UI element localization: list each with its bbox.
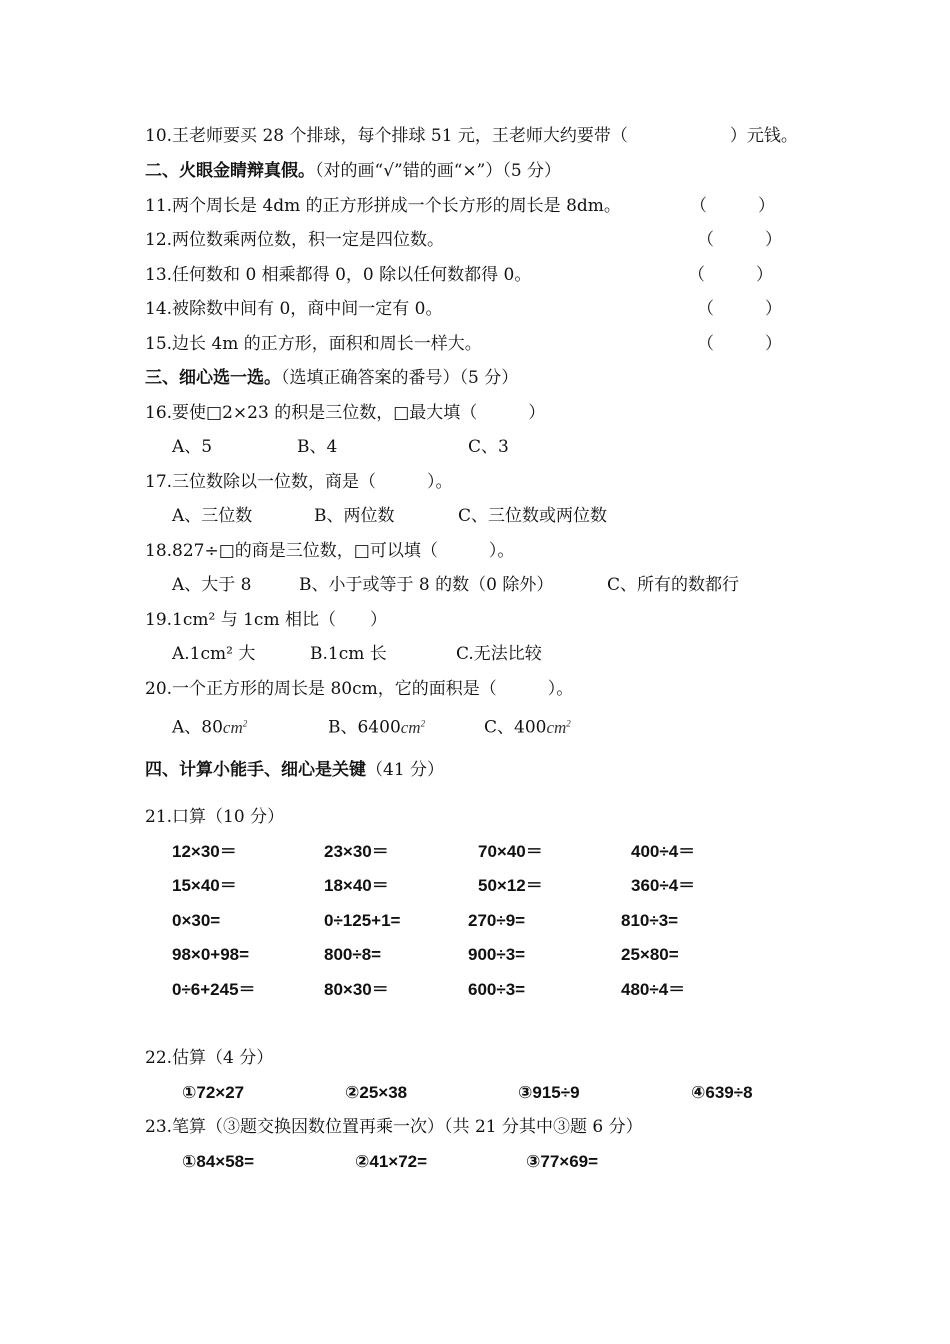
option-20-b (328, 712, 425, 739)
estimate-item: ③915÷9 (518, 1083, 580, 1102)
section-4-heading (145, 759, 444, 781)
mental-math-item: 480÷4＝ (621, 980, 686, 999)
section-4-note: （41 分） (366, 760, 445, 780)
unit-cm2: $cm^2$ (222, 717, 248, 737)
option-20-a-value: A、80 (172, 717, 223, 738)
mental-math-item: 98×0+98= (172, 945, 250, 964)
mental-math-item: 900÷3= (468, 945, 526, 964)
written-calc-item: ③77×69= (526, 1152, 599, 1171)
estimate-item: ②25×38 (345, 1083, 408, 1102)
option-20-c (484, 712, 571, 739)
section-2-heading (145, 160, 561, 182)
question-22-title: 22.估算（4 分） (145, 1048, 274, 1068)
section-3-note: （选填正确答案的番号）（5 分） (281, 368, 519, 388)
mental-math-item: 12×30＝ (172, 842, 237, 861)
section-3-heading (145, 367, 518, 389)
option-20-b-value: B、6400 (328, 717, 401, 738)
question-12: 12.两位数乘两位数，积一定是四位数。 (145, 230, 445, 250)
option-20-a (172, 712, 247, 739)
option-16-c: C、3 (468, 437, 509, 457)
written-calc-item: ①84×58= (182, 1152, 255, 1171)
question-21-title: 21.口算（10 分） (145, 807, 285, 827)
option-19-b: B.1cm 长 (310, 644, 387, 664)
mental-math-item: 0÷125+1= (324, 911, 401, 930)
mental-math-item: 50×12＝ (478, 876, 543, 895)
question-19: 19.1cm² 与 1cm 相比（ ） (145, 610, 387, 630)
option-17-b: B、两位数 (314, 506, 395, 526)
option-16-a: A、5 (172, 437, 213, 457)
option-17-a: A、三位数 (172, 506, 253, 526)
section-3-title: 三、细心选一选。 (145, 368, 281, 388)
option-19-a: A.1cm² 大 (172, 644, 256, 664)
question-15: 15.边长 4m 的正方形，面积和周长一样大。 (145, 334, 482, 354)
section-2-title: 二、火眼金睛辩真假。 (145, 161, 315, 181)
answer-blank-13: （ ） (688, 265, 773, 285)
estimate-item: ①72×27 (182, 1083, 245, 1102)
answer-blank-11: （ ） (690, 196, 775, 216)
question-16: 16.要使□2×23 的积是三位数，□最大填（ ） (145, 403, 546, 423)
question-14: 14.被除数中间有 0，商中间一定有 0。 (145, 299, 443, 319)
mental-math-item: 600÷3= (468, 980, 526, 999)
mental-math-item: 70×40＝ (478, 842, 543, 861)
option-18-c: C、所有的数都行 (607, 575, 740, 595)
mental-math-item: 810÷3= (621, 911, 679, 930)
mental-math-item: 400÷4＝ (631, 842, 696, 861)
option-18-b: B、小于或等于 8 的数（0 除外） (299, 575, 554, 595)
mental-math-item: 0×30= (172, 911, 221, 930)
option-18-a: A、大于 8 (172, 575, 252, 595)
mental-math-item: 15×40＝ (172, 876, 237, 895)
question-11: 11.两个周长是 4dm 的正方形拼成一个长方形的周长是 8dm。 (145, 196, 621, 216)
question-10: 10.王老师要买 28 个排球，每个排球 51 元，王老师大约要带（ ）元钱。 (145, 126, 798, 146)
option-20-c-value: C、400 (484, 717, 547, 738)
section-2-note: （对的画“√”错的画“×”）（5 分） (315, 161, 562, 181)
question-20: 20.一个正方形的周长是 80cm，它的面积是（ ）。 (145, 679, 574, 699)
mental-math-item: 270÷9= (468, 911, 526, 930)
question-13: 13.任何数和 0 相乘都得 0，0 除以任何数都得 0。 (145, 265, 532, 285)
mental-math-item: 23×30＝ (324, 842, 389, 861)
question-23-title: 23.笔算（③题交换因数位置再乘一次）（共 21 分其中③题 6 分） (145, 1117, 643, 1137)
answer-blank-15: （ ） (697, 334, 782, 354)
option-19-c: C.无法比较 (456, 644, 542, 664)
option-17-c: C、三位数或两位数 (458, 506, 608, 526)
mental-math-item: 25×80= (621, 945, 679, 964)
written-calc-item: ②41×72= (355, 1152, 428, 1171)
mental-math-item: 18×40＝ (324, 876, 389, 895)
mental-math-item: 80×30＝ (324, 980, 389, 999)
estimate-item: ④639÷8 (691, 1083, 753, 1102)
mental-math-item: 0÷6+245＝ (172, 980, 256, 999)
mental-math-item: 800÷8= (324, 945, 382, 964)
unit-cm2: $cm^2$ (400, 717, 426, 737)
mental-math-item: 360÷4＝ (631, 876, 696, 895)
answer-blank-14: （ ） (697, 299, 782, 319)
answer-blank-12: （ ） (697, 230, 782, 250)
unit-cm2: $cm^2$ (546, 717, 571, 737)
section-4-title: 四、计算小能手、细心是关键 (145, 760, 366, 780)
question-17: 17.三位数除以一位数，商是（ ）。 (145, 472, 453, 492)
question-18: 18.827÷□的商是三位数，□可以填（ ）。 (145, 541, 515, 561)
option-16-b: B、4 (297, 437, 338, 457)
